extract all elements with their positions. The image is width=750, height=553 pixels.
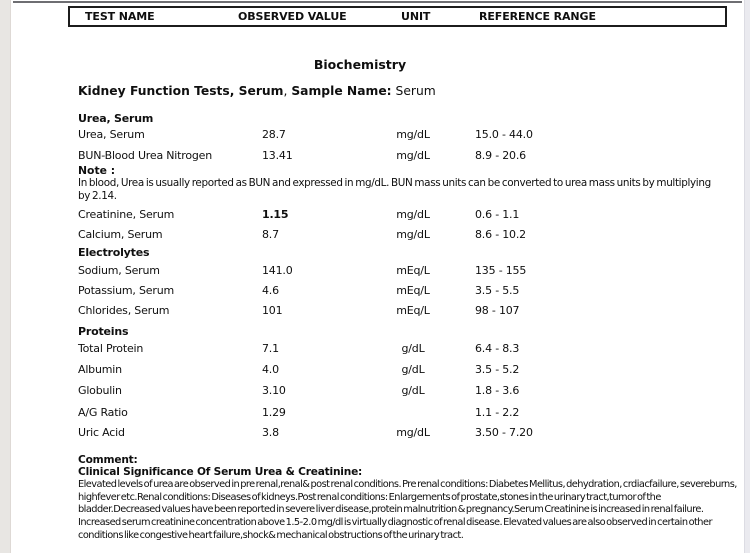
comment-heading: Clinical Significance Of Serum Urea & Creatinine: [78,465,363,478]
page-edge-right [744,0,750,553]
test-name: Calcium, Serum [78,228,163,242]
observed-value: 28.7 [262,128,286,141]
table-row-total-protein [78,342,726,355]
comment-block [78,455,738,543]
unit: mg/dL [396,149,430,162]
page-edge-left [0,0,11,553]
observed-value: 3.10 [262,384,286,398]
column-header-observed-value: OBSERVED VALUE [238,10,347,23]
test-name: Total Protein [78,342,144,356]
report-heading [78,84,436,98]
results-table-header [68,6,727,27]
table-row-bun [78,149,726,162]
test-name: A/G Ratio [78,406,128,420]
results-rows [78,106,726,439]
report-heading-sample-value: Serum [391,84,436,98]
column-header-reference-range: REFERENCE RANGE [479,10,596,23]
test-name: Uric Acid [78,426,125,440]
reference-range: 8.6 - 10.2 [475,228,526,242]
observed-value: 8.7 [262,228,279,242]
report-heading-test-group: Kidney Function Tests, Serum [78,84,284,98]
reference-range: 6.4 - 8.3 [475,342,520,356]
note-text: In blood, Urea is usually reported as BUN and expressed in mg/dL. BUN mass units can be converted to urea mass units by multiplying by 2.14. [78,177,711,202]
reference-range: 0.6 - 1.1 [475,208,520,222]
observed-value: 101 [262,304,283,318]
report-heading-sample-label: Sample Name: [291,84,392,98]
table-row-uric-acid [78,426,726,439]
comment-body: Elevated levels of urea are observed in pre renal,renal& post renal conditions. Pre renal conditions: Diabetes Mellitus, dehydration, crdiacfailure, severeburns, highfever etc.Renal conditions: Diseases of kidneys.Post renal conditions: Enlargements of prostate,stones in the urinary tract,tumor of the bladder.Decreased values have been reported in severe liver disease,protein malnutrition & pregnancy.Serum Creatinine is increased in renal failure. Increased serum creatinine concentration above 1.5-2.0 mg/dl is virtually diagnostic of renal disease. Elevated values are also observed in certain other conditions like congestive heart failure,shock& mechanical obstructions of the urinary tract. [78,479,737,541]
test-name: Globulin [78,384,122,398]
observed-value: 1.15 [262,208,289,222]
test-name: Urea, Serum [78,128,145,141]
unit: mEq/L [396,284,430,298]
section-title-biochemistry: Biochemistry [313,57,407,72]
note-label: Note : [78,164,116,177]
unit: g/dL [401,363,425,377]
test-name: BUN-Blood Urea Nitrogen [78,149,213,162]
observed-value: 141.0 [262,264,293,278]
unit: mg/dL [396,426,430,440]
reference-range: 3.5 - 5.2 [475,363,520,377]
observed-value: 4.0 [262,363,279,377]
reference-range: 3.50 - 7.20 [475,426,533,440]
test-name: Sodium, Serum [78,264,160,278]
table-row-calcium [78,228,726,241]
section-header-electrolytes: Electrolytes [78,246,150,260]
test-name: Albumin [78,363,122,377]
table-row-sodium [78,264,726,277]
observed-value: 1.29 [262,406,286,420]
table-row-globulin [78,384,726,397]
observed-value: 4.6 [262,284,279,298]
unit: mg/dL [396,228,430,242]
unit: mg/dL [396,128,430,141]
unit: mEq/L [396,304,430,318]
report-heading-separator: , [283,84,292,98]
table-row-urea-serum [78,128,726,141]
unit [383,406,443,419]
observed-value: 3.8 [262,426,279,440]
top-divider [13,1,742,3]
observed-value: 7.1 [262,342,279,356]
table-row-potassium [78,284,726,297]
table-row-ag-ratio [78,406,726,419]
note-block [78,164,712,202]
unit: mg/dL [396,208,430,222]
section-header-proteins: Proteins [78,325,129,339]
reference-range: 8.9 - 20.6 [475,149,526,162]
reference-range: 1.8 - 3.6 [475,384,520,398]
table-row-creatinine [78,208,726,221]
table-row-albumin [78,363,726,376]
reference-range: 98 - 107 [475,304,520,318]
unit: g/dL [401,384,425,398]
unit: g/dL [401,342,425,356]
reference-range: 15.0 - 44.0 [475,128,533,141]
test-name: Creatinine, Serum [78,208,175,222]
section-header-urea-serum: Urea, Serum [78,112,154,125]
column-header-unit: UNIT [401,10,431,23]
reference-range: 3.5 - 5.5 [475,284,520,298]
test-name: Chlorides, Serum [78,304,170,318]
observed-value: 13.41 [262,149,293,162]
table-row-chlorides [78,304,726,317]
reference-range: 135 - 155 [475,264,527,278]
reference-range: 1.1 - 2.2 [475,406,520,420]
column-header-test-name: TEST NAME [85,10,155,23]
test-name: Potassium, Serum [78,284,174,298]
comment-label: Comment: [78,454,138,466]
unit: mEq/L [396,264,430,278]
